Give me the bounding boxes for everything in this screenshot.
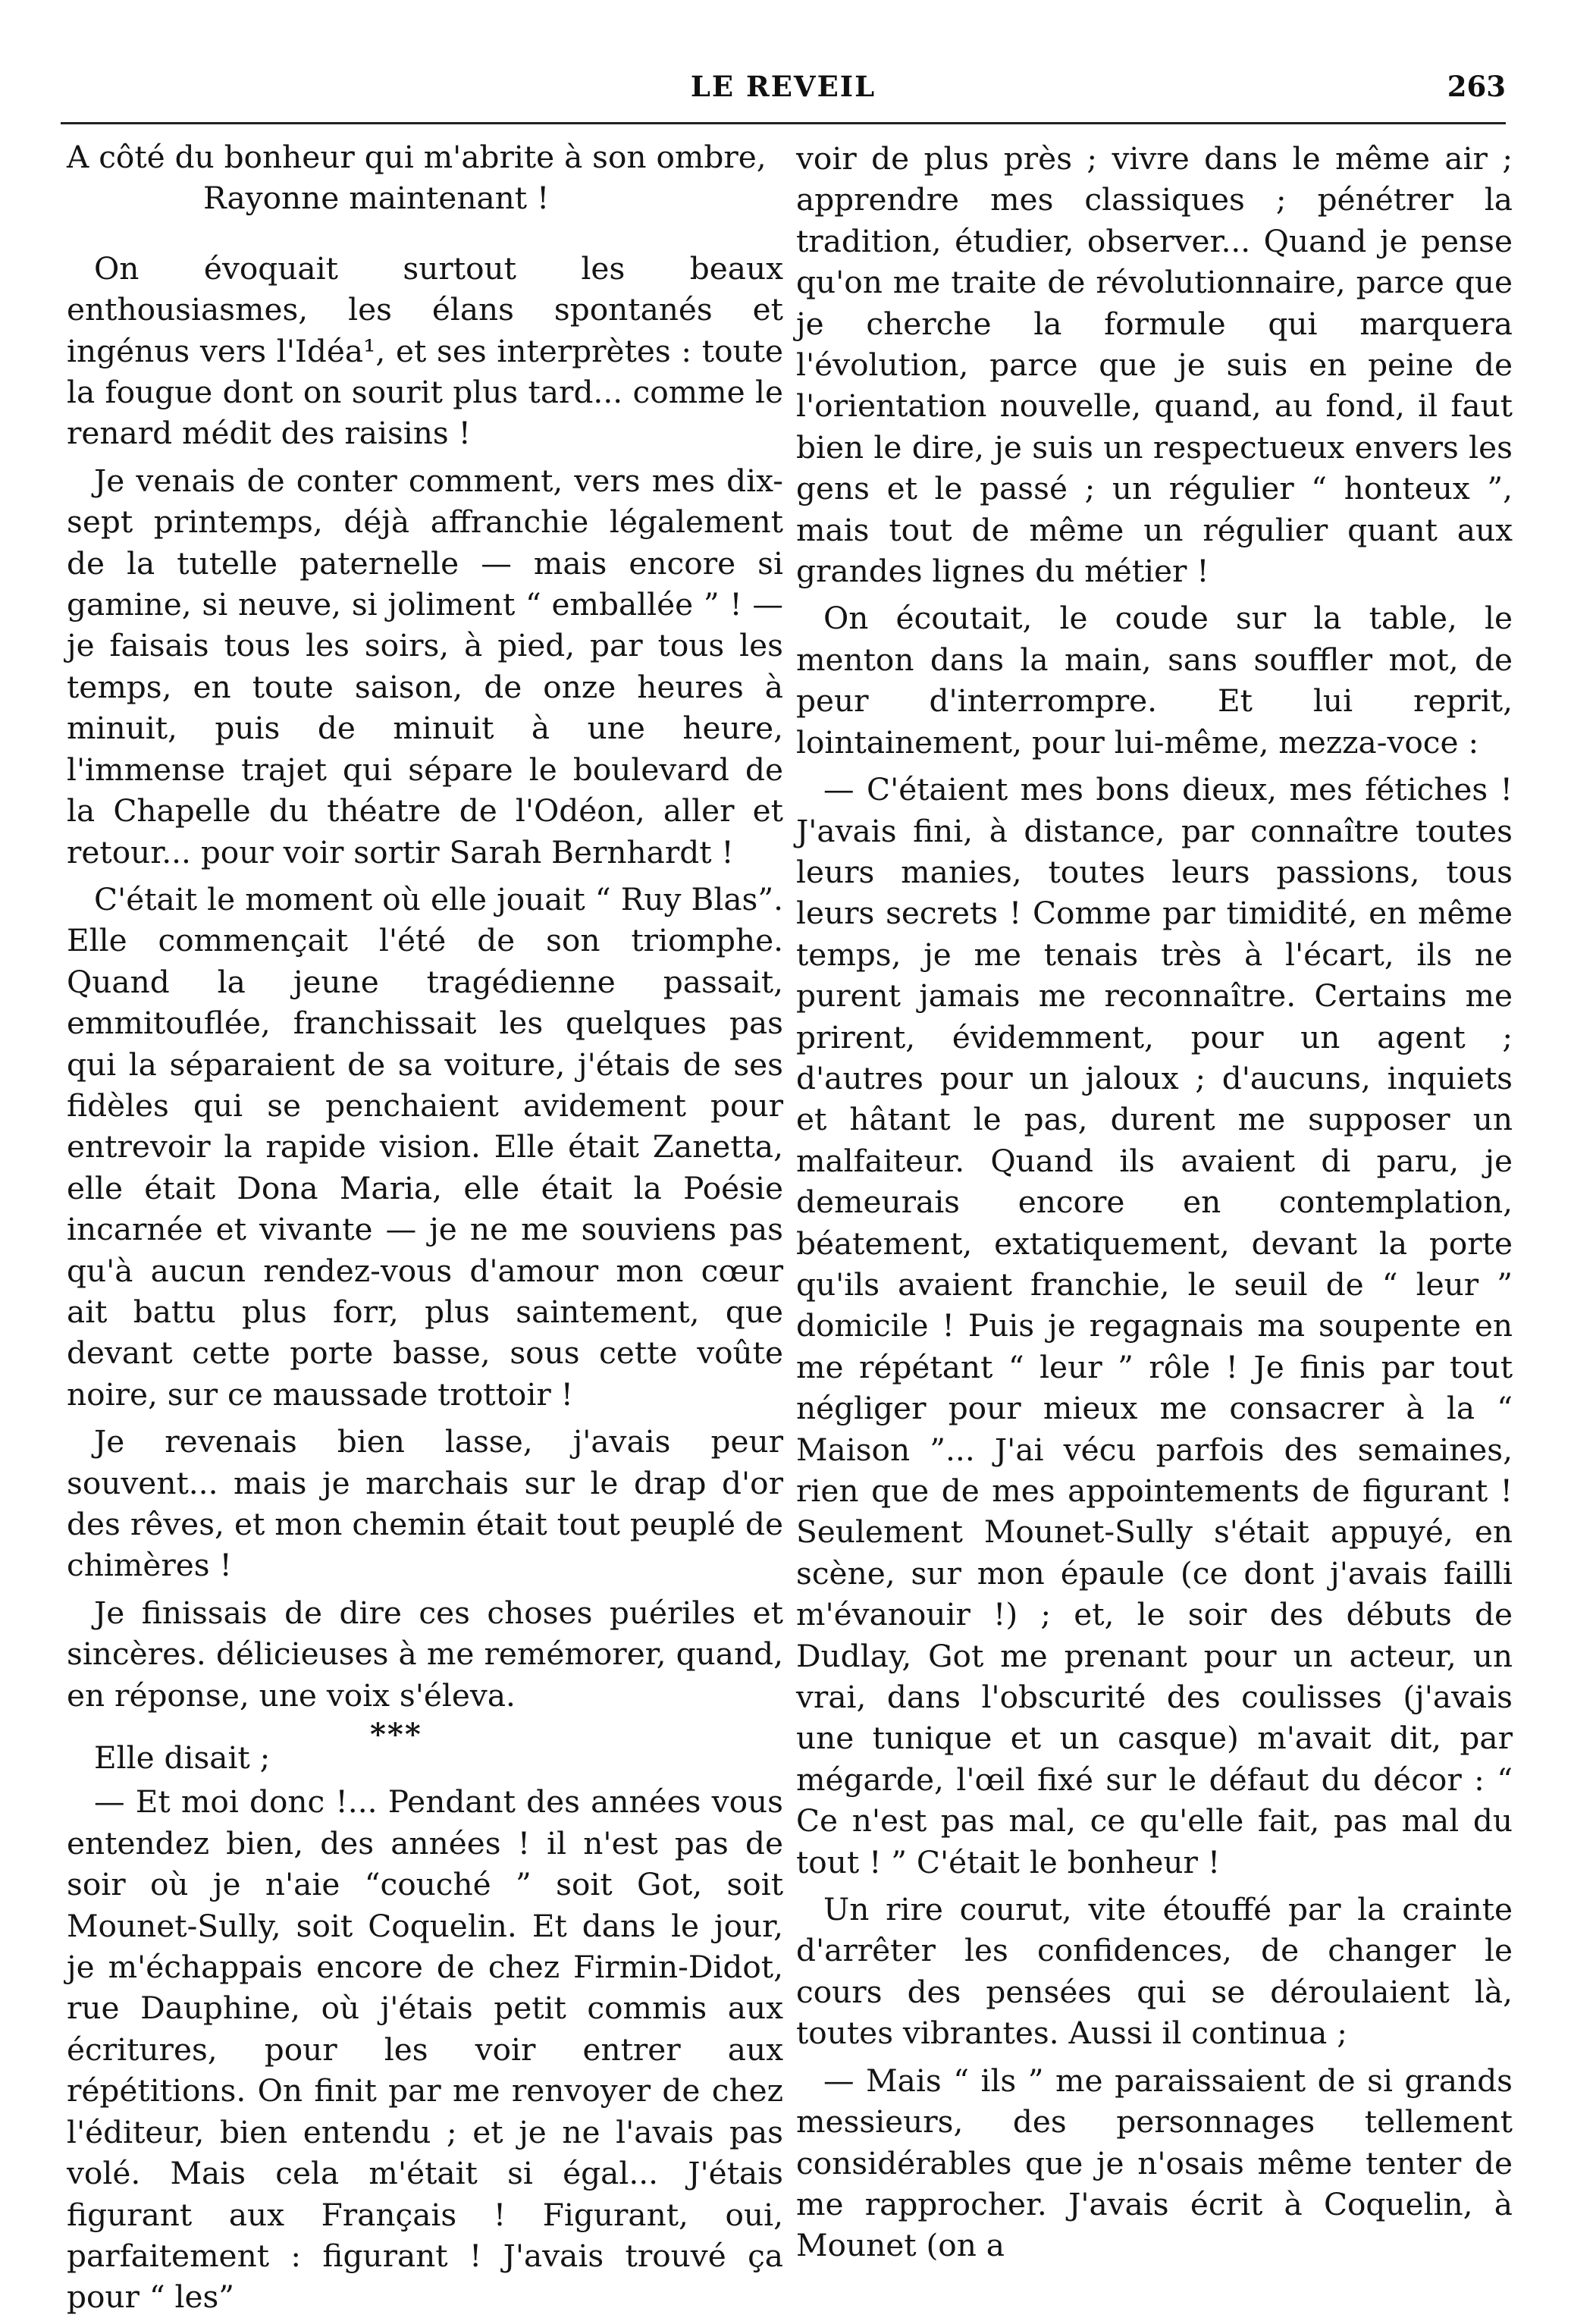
verse-line: Rayonne maintenant ! bbox=[203, 180, 550, 217]
paragraph: Je finissais de dire ces choses puériles et sincères. délicieuses à me remémorer, quand, en réponse, une voix s'éleva. bbox=[67, 1594, 783, 1714]
left-column bbox=[67, 136, 783, 2324]
paragraph: On évoquait surtout les beaux enthousiasmes, les élans spontanés et ingénus vers l'Idéa¹, et ses interprètes : toute la fougue dont on sourit plus tard... comme le renard médit des raisins ! bbox=[67, 249, 783, 452]
header-divider bbox=[61, 122, 1506, 124]
running-header bbox=[61, 70, 1506, 115]
section-break bbox=[67, 1717, 783, 1778]
paragraph: — Et moi donc !... Pendant des années vous entendez bien, des années ! il n'est pas de soir où je n'aie “couché ” soit Got, soit Mounet-Sully, soit Coquelin. Et dans le jour, je m'échappais encore de chez Firmin-Didot, rue Dauphine, où j'étais petit commis aux écritures, pour les voir entrer aux répétitions. On finit par me renvoyer de chez l'éditeur, bien entendu ; et je ne l'avais pas volé. Mais cela m'était si égal... J'étais figurant aux Français ! Figurant, oui, parfaitement : figurant ! J'avais trouvé ça pour “ les” bbox=[67, 1783, 783, 2316]
paragraph: — Mais “ ils ” me paraissaient de si grands messieurs, des personnages tellement considérables que je n'osais même tenter de me rapprocher. J'avais écrit à Coquelin, à Mounet (on a bbox=[796, 2062, 1513, 2264]
page-number: 263 bbox=[1447, 70, 1506, 103]
paragraph: — C'étaient mes bons dieux, mes fétiches ! J'avais fini, à distance, par connaître toutes leurs manies, toutes leurs passions, tous leurs secrets ! Comme par timidité, en même temps, je me tenais très à l'écart, ils ne purent jamais me reconnaître. Certains me prirent, évidemment, pour un agent ; d'autres pour un jaloux ; d'aucuns, inquiets et hâtant le pas, durent me supposer un malfaiteur. Quand ils avaient di paru, je demeurais encore en contemplation, béatement, extatiquement, devant la porte qu'ils avaient franchie, le seuil de “ leur ” domicile ! Puis je regagnais ma soupente en me répétant “ leur ” rôle ! Je finis par tout négliger pour mieux me consacrer à la “ Maison ”... J'ai vécu parfois des semaines, rien que de mes appointements de figurant ! Seulement Mounet-Sully s'était appuyé, en scène, sur mon épaule (ce dont j'avais failli m'évanouir !) ; et, le soir des débuts de Dudlay, Got me prenant pour un acteur, un vrai, dans l'obscurité des coulisses (j'avais une tunique et un casque) m'avait dit, par mégarde, l'œil fixé sur le défaut du décor : “ Ce n'est pas mal, ce qu'elle fait, pas mal du tout ! ” C'était le bonheur ! bbox=[796, 771, 1513, 1880]
paragraph: voir de plus près ; vivre dans le même air ; apprendre mes classiques ; pénétrer la tradition, étudier, observer... Quand je pense qu'on me traite de révolutionnaire, parce que je cherche la formule qui marquera l'évolution, parce que je suis en peine de l'orientation nouvelle, quand, au fond, il faut bien le dire, je suis un respectueux envers les gens et le passé ; un régulier “ honteux ”, mais tout de même un régulier quant aux grandes lignes du métier ! bbox=[796, 140, 1513, 590]
asterism-separator: *** bbox=[370, 1717, 422, 1753]
verse-line: A côté du bonheur qui m'abrite à son ombre, bbox=[67, 139, 767, 175]
paragraph: Je revenais bien lasse, j'avais peur souvent... mais je marchais sur le drap d'or des rêves, et mon chemin était tout peuplé de chimères ! bbox=[67, 1423, 783, 1584]
journal-title: LE REVEIL bbox=[690, 70, 876, 103]
paragraph: Je venais de conter comment, vers mes dix-sept printemps, déjà affranchie légalement de la tutelle paternelle — mais encore si gamine, si neuve, si joliment “ emballée ” ! — je faisais tous les soirs, à pied, par tous les temps, en toute saison, de onze heures à minuit, puis de minuit à une heure, l'immense trajet qui sépare le boulevard de la Chapelle du théatre de l'Odéon, aller et retour... pour voir sortir Sarah Bernhardt ! bbox=[67, 462, 783, 870]
right-column bbox=[796, 138, 1513, 2272]
dialogue-intro: Elle disait ; bbox=[94, 1739, 271, 1777]
paragraph: Un rire courut, vite étouffé par la crainte d'arrêter les confidences, de changer le cours des pensées qui se déroulaient là, toutes vibrantes. Aussi il continua ; bbox=[796, 1891, 1513, 2052]
paragraph: C'était le moment où elle jouait “ Ruy Blas”. Elle commençait l'été de son triomphe. Quand la jeune tragédienne passait, emmitouflée, franchissait les quelques pas qui la séparaient de sa voiture, j'étais de ses fidèles qui se penchaient avidement pour entrevoir la rapide vision. Elle était Zanetta, elle était Dona Maria, elle était la Poésie incarnée et vivante — je ne me souviens pas qu'à aucun rendez-vous d'amour mon cœur ait battu plus forr, plus saintement, que devant cette porte basse, sous cette voûte noire, sur ce maussade trottoir ! bbox=[67, 880, 783, 1413]
paragraph: On écoutait, le coude sur la table, le menton dans la main, sans souffler mot, de peur d'interrompre. Et lui reprit, lointainement, pour lui-même, mezza-voce : bbox=[796, 600, 1513, 761]
verse-quote bbox=[67, 136, 783, 219]
